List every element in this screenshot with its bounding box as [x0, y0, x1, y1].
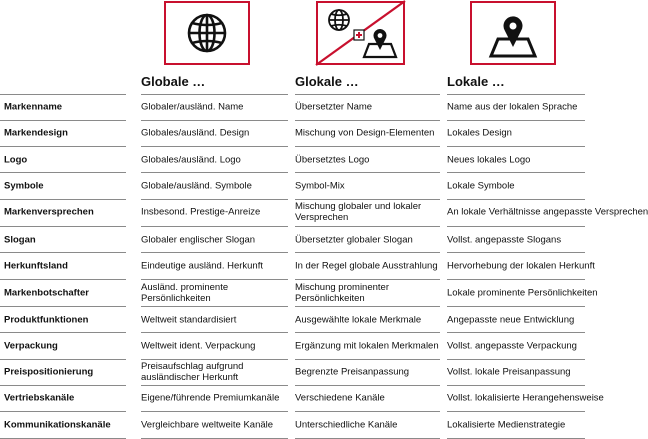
row-divider	[295, 332, 440, 333]
row-divider	[295, 385, 440, 386]
table-cell: Globales/ausländ. Logo	[141, 154, 241, 166]
row-divider	[0, 146, 126, 147]
table-cell: Lokale Symbole	[447, 180, 515, 192]
row-divider	[295, 279, 440, 280]
row-divider	[0, 385, 126, 386]
column-header-glocal: Glokale …	[295, 74, 359, 89]
table-cell: Ausländ. prominente Persönlichkeiten	[141, 282, 229, 304]
row-divider	[447, 146, 585, 147]
table-cell: Hervorhebung der lokalen Herkunft	[447, 260, 595, 272]
table-cell: In der Regel globale Ausstrahlung	[295, 260, 438, 272]
row-label: Markenname	[4, 101, 63, 113]
row-divider	[447, 94, 585, 95]
row-divider	[0, 94, 126, 95]
row-divider	[141, 199, 288, 200]
row-label: Logo	[4, 154, 28, 166]
row-divider	[295, 306, 440, 307]
row-divider	[0, 411, 126, 412]
row-divider	[0, 279, 126, 280]
row-divider	[295, 359, 440, 360]
table-cell: Übersetzter globaler Slogan	[295, 234, 413, 246]
table-cell: Ergänzung mit lokalen Merkmalen	[295, 340, 439, 352]
row-divider	[0, 359, 126, 360]
row-divider	[295, 172, 440, 173]
table-cell: Übersetztes Logo	[295, 154, 370, 166]
column-header-global: Globale …	[141, 74, 206, 89]
row-divider	[141, 385, 288, 386]
row-divider	[141, 279, 288, 280]
table-cell: Verschiedene Kanäle	[295, 392, 385, 404]
row-divider	[447, 385, 585, 386]
table-cell: Mischung globaler und lokaler Versprechen	[295, 201, 422, 223]
row-divider	[447, 411, 585, 412]
row-label: Markenbotschafter	[4, 287, 89, 299]
row-label: Herkunftsland	[4, 260, 68, 272]
row-divider	[0, 199, 126, 200]
row-divider	[141, 332, 288, 333]
table-cell: An lokale Verhältnisse angepasste Versprechen	[447, 206, 648, 218]
table-cell: Vollst. angepasste Slogans	[447, 234, 562, 246]
row-divider	[295, 146, 440, 147]
table-cell: Vollst. lokalisierte Herangehensweise	[447, 392, 604, 404]
row-divider	[141, 252, 288, 253]
table-cell: Preisaufschlag aufgrund ausländischer Herkunft	[141, 361, 244, 383]
table-cell: Name aus der lokalen Sprache	[447, 101, 578, 113]
row-divider	[0, 252, 126, 253]
table-cell: Eindeutige ausländ. Herkunft	[141, 260, 263, 272]
row-divider	[295, 94, 440, 95]
row-divider	[141, 94, 288, 95]
table-cell: Lokalisierte Medienstrategie	[447, 419, 566, 431]
table-cell: Lokale prominente Persönlichkeiten	[447, 287, 598, 299]
table-cell: Eigene/führende Premiumkanäle	[141, 392, 280, 404]
table-cell: Vergleichbare weltweite Kanäle	[141, 419, 274, 431]
row-divider	[0, 306, 126, 307]
globe-icon	[166, 3, 248, 63]
table-cell: Übersetzter Name	[295, 101, 373, 113]
row-divider	[141, 226, 288, 227]
table-cell: Vollst. angepasste Verpackung	[447, 340, 577, 352]
row-divider	[0, 332, 126, 333]
row-divider	[141, 172, 288, 173]
row-divider	[447, 359, 585, 360]
row-divider	[447, 199, 585, 200]
glocal-icon-box	[316, 1, 405, 65]
table-cell: Weltweit standardisiert	[141, 314, 237, 326]
row-divider	[141, 306, 288, 307]
row-label: Markendesign	[4, 127, 68, 139]
row-divider	[447, 306, 585, 307]
table-cell: Globaler englischer Slogan	[141, 234, 256, 246]
row-divider	[295, 252, 440, 253]
table-cell: Lokales Design	[447, 127, 512, 139]
row-divider	[447, 279, 585, 280]
row-divider	[0, 120, 126, 121]
global-icon-box	[164, 1, 250, 65]
row-divider	[141, 146, 288, 147]
row-divider	[447, 332, 585, 333]
row-divider	[0, 226, 126, 227]
table-cell: Globale/ausländ. Symbole	[141, 180, 252, 192]
table-cell: Weltweit ident. Verpackung	[141, 340, 256, 352]
table-cell: Insbesond. Prestige-Anreize	[141, 206, 261, 218]
table-cell: Mischung von Design-Elementen	[295, 127, 435, 139]
row-label: Markenversprechen	[4, 206, 94, 218]
table-cell: Globaler/ausländ. Name	[141, 101, 244, 113]
row-divider	[447, 226, 585, 227]
table-cell: Ausgewählte lokale Merkmale	[295, 314, 422, 326]
globe-plus-map-icon	[318, 3, 403, 63]
table-cell: Unterschiedliche Kanäle	[295, 419, 398, 431]
table-cell: Neues lokales Logo	[447, 154, 531, 166]
row-label: Produktfunktionen	[4, 314, 89, 326]
table-cell: Angepasste neue Entwicklung	[447, 314, 575, 326]
table-cell: Globales/ausländ. Design	[141, 127, 250, 139]
row-divider	[295, 199, 440, 200]
row-label: Verpackung	[4, 340, 58, 352]
row-divider	[447, 120, 585, 121]
table-cell: Vollst. lokale Preisanpassung	[447, 366, 571, 378]
row-divider	[295, 120, 440, 121]
local-icon-box	[470, 1, 556, 65]
table-cell: Symbol-Mix	[295, 180, 345, 192]
table-cell: Begrenzte Preisanpassung	[295, 366, 410, 378]
row-divider	[141, 359, 288, 360]
row-divider	[141, 120, 288, 121]
row-label: Symbole	[4, 180, 44, 192]
row-divider	[141, 411, 288, 412]
row-label: Vertriebskanäle	[4, 392, 75, 404]
row-label: Kommunikationskanäle	[4, 419, 111, 431]
row-divider	[295, 411, 440, 412]
row-label: Slogan	[4, 234, 36, 246]
row-divider	[447, 252, 585, 253]
row-divider	[0, 172, 126, 173]
map-pin-icon	[472, 3, 554, 63]
table-cell: Mischung prominenter Persönlichkeiten	[295, 282, 389, 304]
row-label: Preispositionierung	[4, 366, 94, 378]
row-divider	[295, 226, 440, 227]
column-header-local: Lokale …	[447, 74, 505, 89]
row-divider	[447, 172, 585, 173]
